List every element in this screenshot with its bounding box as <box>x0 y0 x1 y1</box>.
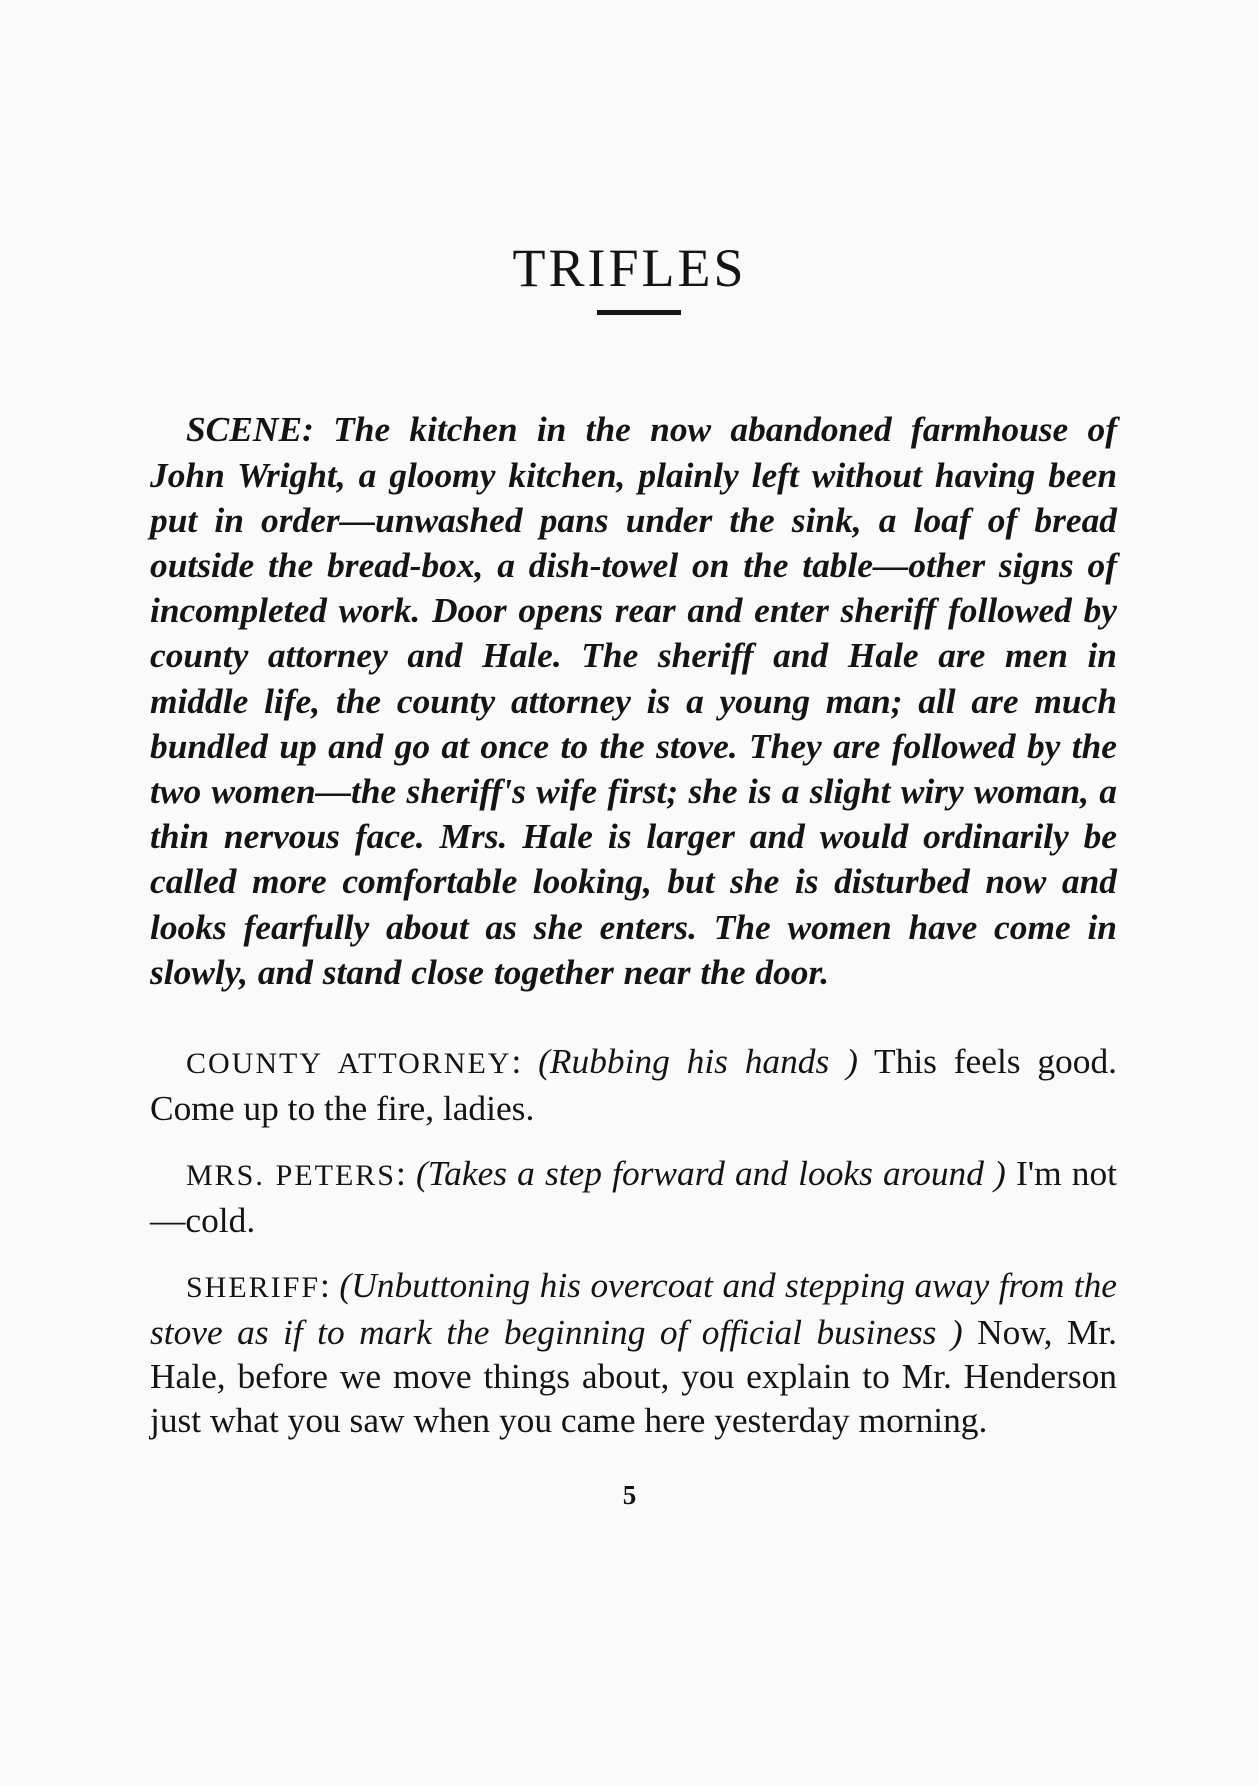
scene-separator: : <box>302 409 334 450</box>
spoken-line: Now, Mr. Hale, before we move things about, you explain to Mr. Henderson just what you saw when you came here yesterday morning. <box>150 1312 1118 1441</box>
speaker-name: MRS. PETERS <box>186 1159 396 1193</box>
speaker-separator: : <box>396 1153 416 1194</box>
scene-text: The kitchen in the now abandoned farmhouse of John Wright, a gloomy kitchen, plainly left without having been put in order—unwashed pans under the sink, a loaf of bread outside the bread-box, a dish-towel on the table—other signs of incompleted work. Door opens rear and enter sheriff followed by county attorney and Hale. The sheriff and Hale are men in middle life, the county attorney is a young man; all are much bundled up and go at once to the stove. They are followed by the two women—the sheriff's wife first; she is a slight wiry woman, a thin nervous face. Mrs. Hale is larger and would ordinarily be called more comfortable looking, but she is disturbed now and looks fearfully about as she enters. The women have come in slowly, and stand close together near the door. <box>150 409 1118 992</box>
stage-direction: (Rubbing his hands ) <box>538 1041 858 1082</box>
speaker-name: COUNTY ATTORNEY <box>186 1047 512 1081</box>
dialogue-county-attorney <box>150 1039 1117 1130</box>
spoken-line: I'm not—cold. <box>150 1153 1117 1241</box>
play-title: TRIFLES <box>512 238 747 299</box>
scene-label: SCENE <box>186 409 303 450</box>
dialogue-mrs-peters <box>150 1151 1117 1242</box>
stage-direction: (Unbuttoning his overcoat and stepping away from the stove as if to mark the beginning of official business ) <box>150 1265 1117 1353</box>
speaker-separator: : <box>511 1041 539 1082</box>
speaker-separator: : <box>320 1265 340 1306</box>
dialogue-sheriff <box>150 1263 1117 1442</box>
scene-description <box>150 407 1117 995</box>
title-divider <box>597 310 681 315</box>
stage-direction: (Takes a step forward and looks around ) <box>415 1153 1006 1194</box>
spoken-line: This feels good. Come up to the fire, ladies. <box>150 1041 1117 1129</box>
page-number: 5 <box>622 1480 637 1510</box>
speaker-name: SHERIFF <box>186 1271 321 1305</box>
